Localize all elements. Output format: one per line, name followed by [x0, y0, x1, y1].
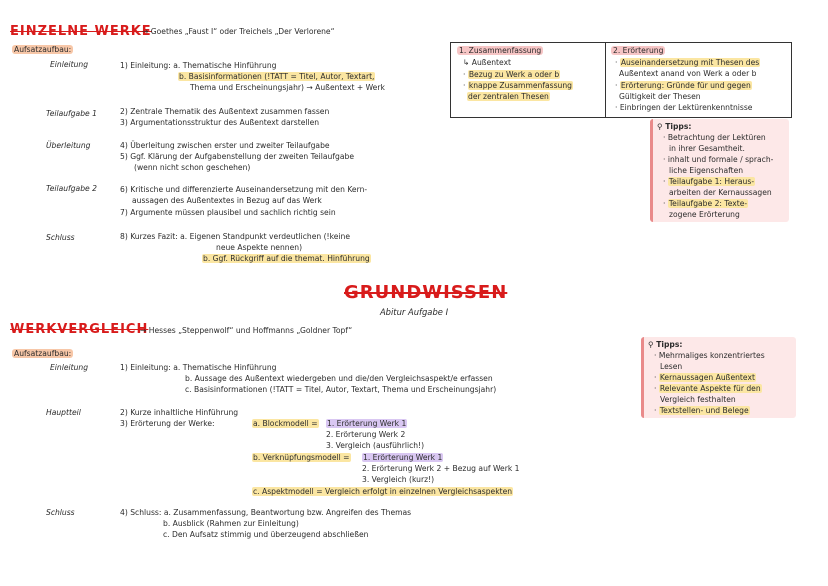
section1-aufbau-label: Aufsatzaufbau: — [14, 45, 72, 54]
row-label-einleitung: Einleitung — [50, 60, 89, 69]
model-step: 2. Erörterung Werk 2 — [326, 430, 406, 439]
row-line: c. Basisinformationen (!TATT = Titel, Autor, Textart, Thema und Erscheinungsjahr) — [185, 385, 497, 394]
row-line: c. Den Aufsatz stimmig und überzeugend abschließen — [163, 530, 369, 539]
row-line: Thema und Erscheinungsjahr) → Außentext + Werk — [190, 83, 385, 92]
row-line: neue Aspekte nennen) — [216, 243, 303, 252]
model-step: 3. Vergleich (kurz!) — [362, 475, 435, 484]
row-label-schluss: Schluss — [46, 233, 75, 242]
model-step: 1. Erörterung Werk 1 — [327, 419, 407, 428]
model-label: b. Verknüpfungsmodell = — [253, 453, 350, 462]
row-line: (wenn nicht schon geschehen) — [134, 163, 251, 172]
summary-left-sub: ↳ Außentext — [463, 58, 512, 67]
tip-line: in ihrer Gesamtheit. — [669, 144, 745, 153]
summary-box — [450, 42, 792, 118]
tip-line: Vergleich festhalten — [660, 395, 736, 404]
tip-line: · Relevante Aspekte für den — [654, 384, 761, 393]
summary-right-item: · Auseinandersetzung mit Thesen des — [615, 58, 760, 67]
row-line: 3) Argumentationsstruktur des Außentext darstellen — [120, 118, 320, 127]
summary-right-item: Außentext anand von Werk a oder b — [619, 69, 757, 78]
model-step: 3. Vergleich (ausführlich!) — [326, 441, 425, 450]
section2-title: WERKVERGLEICH — [10, 322, 149, 337]
tips-head: ⚲ Tipps: — [648, 340, 683, 349]
row-line: b. Ggf. Rückgriff auf die themat. Hinführung — [203, 254, 370, 263]
tip-line: Lesen — [660, 362, 683, 371]
tip-line: · Teilaufgabe 1: Heraus- — [663, 177, 755, 186]
row-line: 2) Kurze inhaltliche Hinführung — [120, 408, 239, 417]
summary-right-head: 2. Erörterung — [613, 46, 664, 55]
model-step: 1. Erörterung Werk 1 — [363, 453, 443, 462]
row-line: 1) Einleitung: a. Thematische Hinführung — [120, 61, 277, 70]
section2-aufbau-label: Aufsatzaufbau: — [14, 349, 72, 358]
row-line: aussagen des Außentextes in Bezug auf das Werk — [132, 196, 322, 205]
summary-left-item: der zentralen Thesen — [468, 92, 549, 101]
summary-right-item: · Einbringen der Lektürenkenntnisse — [615, 103, 753, 112]
row-line: 4) Schluss: a. Zusammenfassung, Beantwortung bzw. Angreifen des Themas — [120, 508, 412, 517]
row-line: b. Aussage des Außentext wiedergeben und die/den Vergleichsaspekt/e erfassen — [185, 374, 493, 383]
tips-box-1 — [650, 119, 789, 222]
row-label-teilaufgabe2: Teilaufgabe 2 — [46, 184, 97, 193]
section1-subtitle: → Goethes „Faust I“ oder Treichels „Der Verlorene“ — [142, 27, 335, 36]
tip-line: arbeiten der Kernaussagen — [669, 188, 772, 197]
model-step: 2. Erörterung Werk 2 + Bezug auf Werk 1 — [362, 464, 520, 473]
row-line: b. Basisinformationen (!TATT = Titel, Autor, Textart, — [179, 72, 375, 81]
section2-subtitle: → Hesses „Steppenwolf“ und Hoffmanns „Goldner Topf“ — [140, 326, 353, 335]
tip-line: · inhalt und formale / sprach- — [663, 155, 774, 164]
row-line: 6) Kritische und differenzierte Auseinandersetzung mit den Kern- — [120, 185, 368, 194]
tip-line: zogene Erörterung — [669, 210, 740, 219]
row-line: b. Ausblick (Rahmen zur Einleitung) — [163, 519, 299, 528]
row-label-schluss-2: Schluss — [46, 508, 75, 517]
tip-line: · Kernaussagen Außentext — [654, 373, 755, 382]
row-label-ueberleitung: Überleitung — [46, 141, 91, 150]
row-line: 7) Argumente müssen plausibel und sachlich richtig sein — [120, 208, 336, 217]
tip-line: · Textstellen- und Belege — [654, 406, 749, 415]
section1-title: EINZELNE WERKE — [10, 24, 152, 39]
row-line: 4) Überleitung zwischen erster und zweiter Teilaufgabe — [120, 141, 330, 150]
summary-divider — [605, 43, 606, 117]
model-label: a. Blockmodell = — [253, 419, 318, 428]
tips-head: ⚲ Tipps: — [657, 122, 692, 131]
row-label-hauptteil: Hauptteil — [46, 408, 81, 417]
row-line: 5) Ggf. Klärung der Aufgabenstellung der zweiten Teilaufgabe — [120, 152, 354, 161]
tip-line: liche Eigenschaften — [669, 166, 744, 175]
page-title: GRUNDWISSEN — [344, 282, 508, 303]
summary-left-item: · knappe Zusammenfassung — [463, 81, 573, 90]
tip-line: · Mehrmaliges konzentriertes — [654, 351, 765, 360]
tips-box-2 — [641, 337, 796, 418]
row-line: 8) Kurzes Fazit: a. Eigenen Standpunkt verdeutlichen (!keine — [120, 232, 350, 241]
page-subtitle: Abitur Aufgabe I — [379, 307, 449, 317]
model-label: c. Aspektmodell = Vergleich erfolgt in einzelnen Vergleichsaspekten — [253, 487, 513, 496]
summary-right-item: Gültigkeit der Thesen — [619, 92, 701, 101]
row-line: 2) Zentrale Thematik des Außentext zusammen fassen — [120, 107, 330, 116]
row-line: 3) Erörterung der Werke: — [120, 419, 215, 428]
row-label-teilaufgabe1: Teilaufgabe 1 — [46, 109, 97, 118]
row-line: 1) Einleitung: a. Thematische Hinführung — [120, 363, 277, 372]
summary-left-item: · Bezug zu Werk a oder b — [463, 70, 560, 79]
tip-line: · Teilaufgabe 2: Texte- — [663, 199, 748, 208]
summary-right-item: · Erörterung: Gründe für und gegen — [615, 81, 751, 90]
tip-line: · Betrachtung der Lektüren — [663, 133, 766, 142]
summary-left-head: 1. Zusammenfassung — [459, 46, 542, 55]
row-label-einleitung-2: Einleitung — [50, 363, 89, 372]
